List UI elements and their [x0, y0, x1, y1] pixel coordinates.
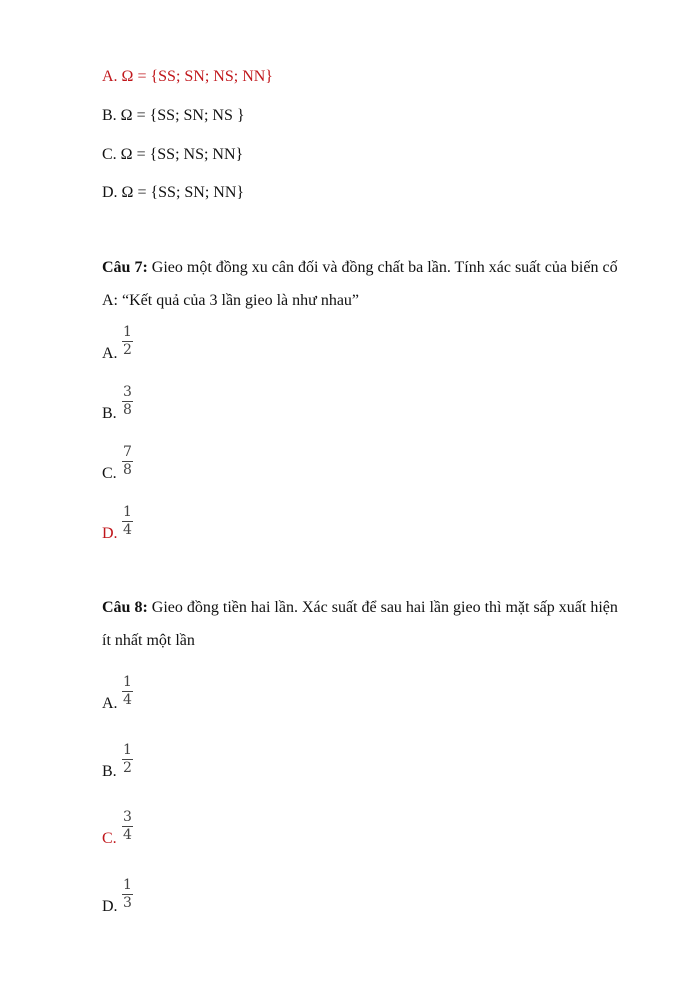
fraction [122, 743, 133, 776]
question-8-line2: ít nhất một lần [102, 632, 195, 649]
numerator: 1 [123, 877, 132, 893]
denominator: 8 [123, 462, 132, 478]
option-b-omega: B. Ω = {SS; SN; NS } [102, 107, 245, 124]
option-d-omega: D. Ω = {SS; SN; NN} [102, 184, 245, 201]
option-label: D. [102, 525, 118, 542]
numerator: 7 [123, 444, 132, 460]
question-7-title: Câu 7: [102, 259, 148, 276]
question-8-title: Câu 8: [102, 599, 148, 616]
numerator: 1 [123, 324, 132, 340]
denominator: 4 [123, 827, 132, 843]
fraction [122, 505, 133, 538]
denominator: 4 [123, 692, 132, 708]
numerator: 1 [123, 674, 132, 690]
option-label: A. [102, 695, 118, 712]
option-label: C. [102, 465, 117, 482]
option-label: B. [102, 763, 117, 780]
option-label: A. [102, 345, 118, 362]
fraction [122, 878, 133, 911]
question-8-line1 [102, 599, 662, 617]
option-label: D. [102, 898, 118, 915]
fraction [122, 385, 133, 418]
fraction [122, 325, 133, 358]
numerator: 1 [123, 742, 132, 758]
denominator: 2 [123, 342, 132, 358]
option-c-omega: C. Ω = {SS; NS; NN} [102, 146, 244, 163]
denominator: 3 [123, 895, 132, 911]
option-a-omega: A. Ω = {SS; SN; NS; NN} [102, 68, 273, 85]
numerator: 3 [123, 384, 132, 400]
denominator: 4 [123, 522, 132, 538]
fraction [122, 675, 133, 708]
question-7-line1 [102, 259, 662, 277]
fraction [122, 445, 133, 478]
option-label: B. [102, 405, 117, 422]
numerator: 1 [123, 504, 132, 520]
fraction [122, 810, 133, 843]
question-7-line2: A: “Kết quả của 3 lần gieo là như nhau” [102, 292, 360, 309]
denominator: 2 [123, 760, 132, 776]
denominator: 8 [123, 402, 132, 418]
question-8-text: Gieo đồng tiền hai lần. Xác suất để sau hai lần gieo thì mặt sấp xuất hiện [147, 599, 618, 616]
question-7-text: Gieo một đồng xu cân đối và đồng chất ba lần. Tính xác suất của biến cố [147, 259, 618, 276]
option-label: C. [102, 830, 117, 847]
numerator: 3 [123, 809, 132, 825]
